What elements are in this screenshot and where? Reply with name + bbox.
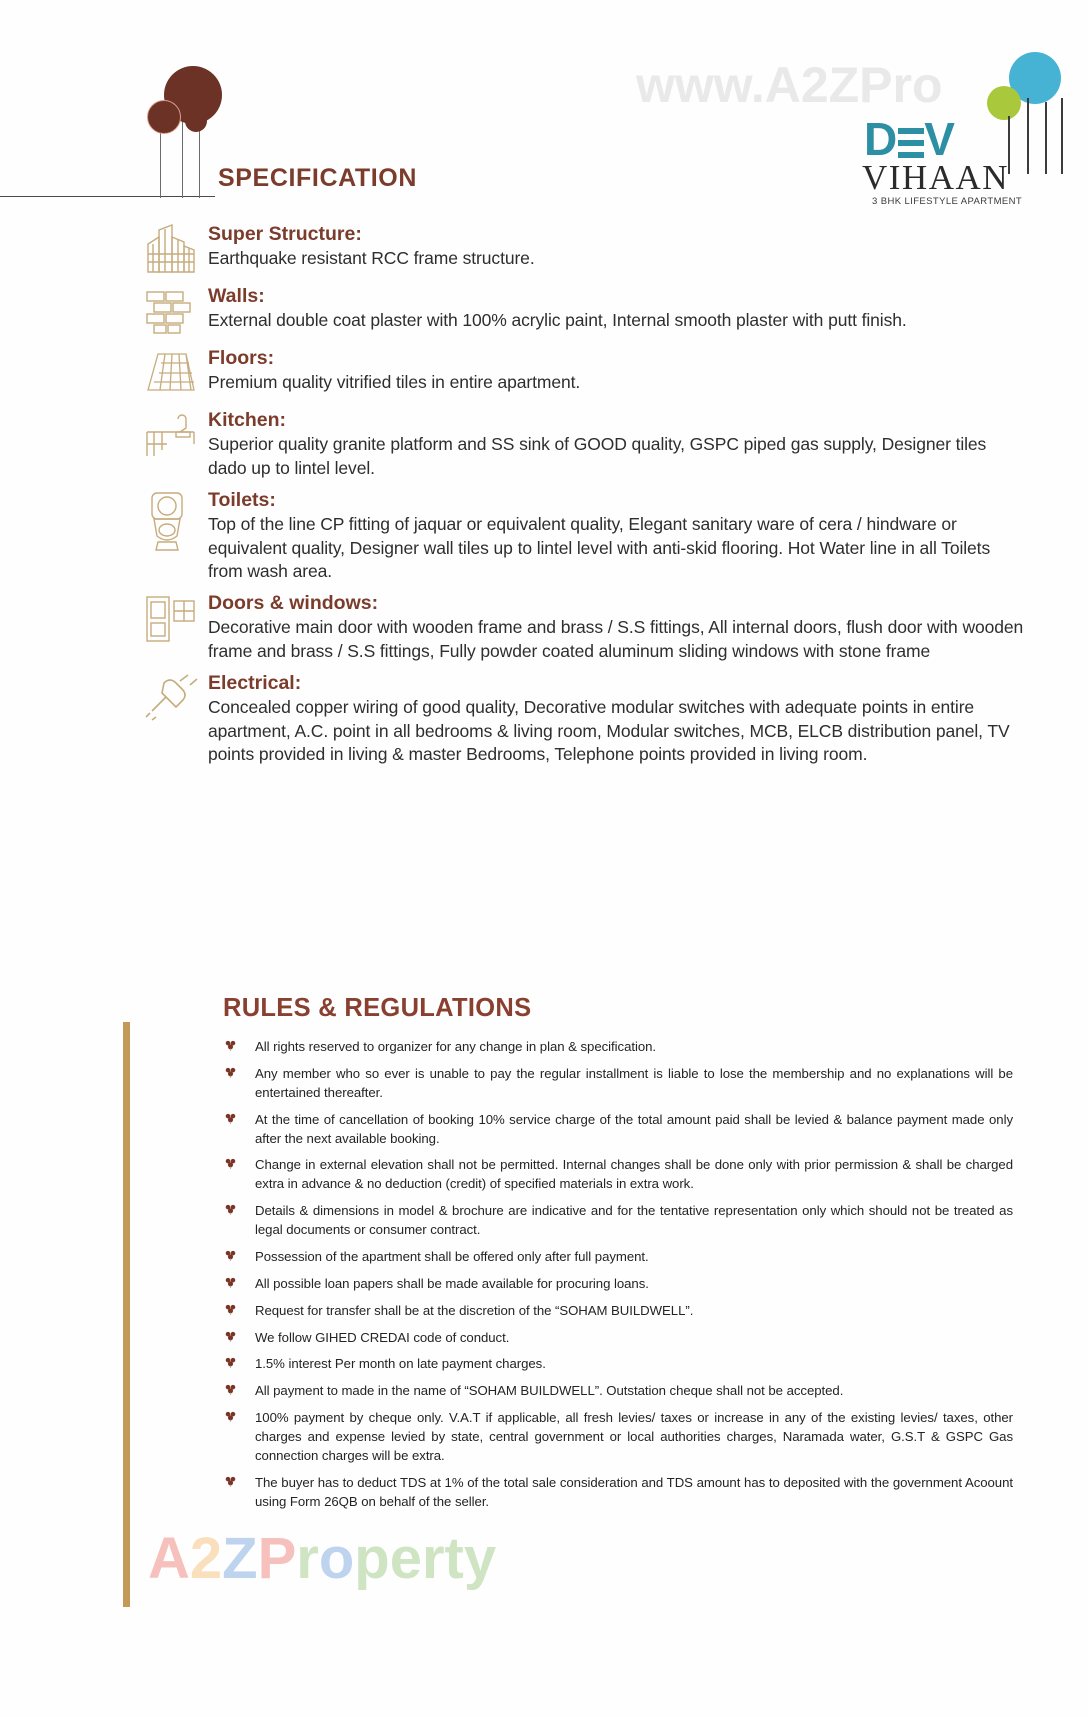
watermark-bottom-part: P (257, 1526, 297, 1591)
rule-text: All possible loan papers shall be made available for procuring loans. (255, 1275, 649, 1291)
rule-item (223, 1302, 1013, 1321)
rule-text: The buyer has to deduct TDS at 1% of the total sale consideration and TDS amount has to deposited with the government Acoount using Form 26QB on behalf of the seller. (255, 1474, 1013, 1509)
spec-title: Walls: (208, 285, 265, 307)
brick-wall-icon (138, 284, 208, 338)
spec-item (0, 222, 1087, 276)
tree-stem (199, 124, 200, 198)
logo-e-bars-icon (898, 128, 924, 158)
watermark-bottom-part: 2 (189, 1526, 223, 1591)
spec-description: Superior quality granite platform and SS sink of GOOD quality, GSPC piped gas supply, Designer tiles dado up to lintel level. (208, 434, 987, 478)
spec-text-block (208, 591, 1087, 663)
kitchen-sink-icon (138, 408, 208, 462)
logo-bar (1045, 102, 1047, 174)
toilet-icon (138, 488, 208, 542)
spec-description: Decorative main door with wooden frame and brass / S.S fittings, All internal doors, flush door with wooden frame and brass / S.S fittings, Fully powder coated aluminum sliding windows with stone frame (208, 617, 1024, 661)
page-title: SPECIFICATION (218, 164, 418, 192)
flower-bullet-icon (223, 1065, 255, 1081)
spec-item (0, 346, 1087, 400)
rule-text: Any member who so ever is unable to pay the regular installment is liable to lose the membership and no explanations will be entertained thereafter. (255, 1065, 1013, 1100)
rule-text: Change in external elevation shall not be permitted. Internal changes shall be done only with prior permission & shall be charged extra in advance & no deduction (credit) of specified materials in extra work. (255, 1157, 1013, 1192)
rule-text: 1.5% interest Per month on late payment charges. (255, 1356, 546, 1372)
electric-plug-icon (138, 671, 208, 725)
brand-tagline: 3 BHK LIFESTYLE APARTMENT (872, 196, 1023, 207)
flower-bullet-icon (223, 1329, 255, 1345)
rules-heading: RULES & REGULATIONS (223, 994, 532, 1022)
watermark-bottom-part: o (318, 1526, 355, 1591)
rule-item (223, 1248, 1013, 1267)
spec-description: Top of the line CP fitting of jaquar or equivalent quality, Elegant sanitary ware of cera / hindware or equivalent quality, Designer wall tiles up to lintel level with anti-skid flooring. Hot Water line in all Toilets from wash area. (208, 514, 991, 581)
rule-item (223, 1382, 1013, 1401)
spec-description: External double coat plaster with 100% acrylic paint, Internal smooth plaster with putt finish. (208, 310, 907, 331)
spec-description: Concealed copper wiring of good quality, Decorative modular switches with adequate points in entire apartment, A.C. point in all bedrooms & living room, Modular switches, MCB, ELCB distribution panel, TV points provided in living & master Bedrooms, Telephone points provided in living room. (208, 697, 1010, 764)
flower-bullet-icon (223, 1382, 255, 1398)
watermark-top: www.A2ZPro (636, 57, 943, 113)
brand-name-secondary: VIHAAN (862, 158, 1010, 197)
spec-text-block (208, 222, 1087, 271)
rule-item (223, 1111, 1013, 1149)
flower-bullet-icon (223, 1156, 255, 1172)
spec-text-block (208, 284, 1087, 333)
spec-title: Super Structure: (208, 223, 362, 245)
flower-bullet-icon (223, 1202, 255, 1218)
tree-stem (160, 130, 161, 198)
logo-green-circle-icon (987, 86, 1021, 120)
spec-text-block (208, 408, 1087, 480)
rule-item (223, 1275, 1013, 1294)
flower-bullet-icon (223, 1355, 255, 1371)
specification-list (0, 222, 1087, 774)
watermark-bottom-part: perty (354, 1526, 497, 1591)
flower-bullet-icon (223, 1409, 255, 1425)
tree-stem (182, 120, 183, 198)
flower-bullet-icon (223, 1302, 255, 1318)
spec-text-block (208, 346, 1087, 395)
rule-text: All rights reserved to organizer for any change in plan & specification. (255, 1039, 657, 1054)
spec-item (0, 671, 1087, 766)
spec-description: Earthquake resistant RCC frame structure. (208, 248, 535, 269)
brand-logo (844, 48, 1069, 208)
tree-canopy-medium (147, 100, 181, 134)
brand-name-primary: D V (864, 113, 956, 165)
rule-item (223, 1355, 1013, 1374)
spec-title: Electrical: (208, 671, 302, 694)
logo-bar (1027, 98, 1029, 174)
spec-title: Doors & windows: (208, 592, 379, 615)
spec-item (0, 591, 1087, 663)
rule-item (223, 1474, 1013, 1512)
flower-bullet-icon (223, 1248, 255, 1264)
rule-item (223, 1329, 1013, 1348)
flower-bullet-icon (223, 1111, 255, 1127)
watermark-bottom-part: r (296, 1526, 319, 1591)
spec-title: Floors: (208, 347, 275, 369)
rule-item (223, 1065, 1013, 1103)
rule-item (223, 1156, 1013, 1194)
watermark-bottom (148, 1525, 496, 1592)
rule-text: We follow GIHED CREDAI code of conduct. (255, 1329, 510, 1345)
spec-description: Premium quality vitrified tiles in entire apartment. (208, 372, 581, 393)
flower-bullet-icon (223, 1038, 255, 1054)
rule-text: Possession of the apartment shall be offered only after full payment. (255, 1248, 649, 1264)
rule-text: All payment to made in the name of “SOHAM BUILDWELL”. Outstation cheque shall not be accepted. (255, 1383, 844, 1399)
tree-logo-icon (147, 66, 227, 198)
logo-bar (1061, 98, 1063, 174)
spec-text-block (208, 671, 1087, 766)
spec-item (0, 488, 1087, 583)
rule-item (223, 1409, 1013, 1466)
rule-text: Request for transfer shall be at the discretion of the “SOHAM BUILDWELL”. (255, 1302, 694, 1318)
rule-item (223, 1038, 1013, 1057)
flower-bullet-icon (223, 1275, 255, 1291)
building-icon (138, 222, 208, 276)
rule-text: At the time of cancellation of booking 10% service charge of the total amount paid shall be levied & balance payment made only after the next available booking. (255, 1111, 1013, 1146)
spec-title: Toilets: (208, 488, 276, 511)
rule-item (223, 1202, 1013, 1240)
flower-bullet-icon (223, 1474, 255, 1490)
spec-item (0, 284, 1087, 338)
spec-title: Kitchen: (208, 409, 286, 431)
rules-list (223, 1038, 1013, 1520)
door-window-icon (138, 591, 208, 645)
rule-text: Details & dimensions in model & brochure are indicative and for the tentative representation only which should not be treated as legal documents or consumer contract. (255, 1203, 1013, 1237)
watermark-bottom-part: A (148, 1526, 190, 1591)
spec-text-block (208, 488, 1087, 583)
rule-text: 100% payment by cheque only. V.A.T if applicable, all fresh levies/ taxes or increase in any of the existing levies/ taxes, other charges and expense levied by state, central government or local authorities charges, Naramada water, G.S.T & GSPC Gas connection charges will be extra. (255, 1410, 1013, 1463)
spec-item (0, 408, 1087, 480)
rules-accent-bar (123, 1022, 130, 1607)
floor-tiles-icon (138, 346, 208, 400)
watermark-bottom-part: Z (222, 1526, 258, 1591)
